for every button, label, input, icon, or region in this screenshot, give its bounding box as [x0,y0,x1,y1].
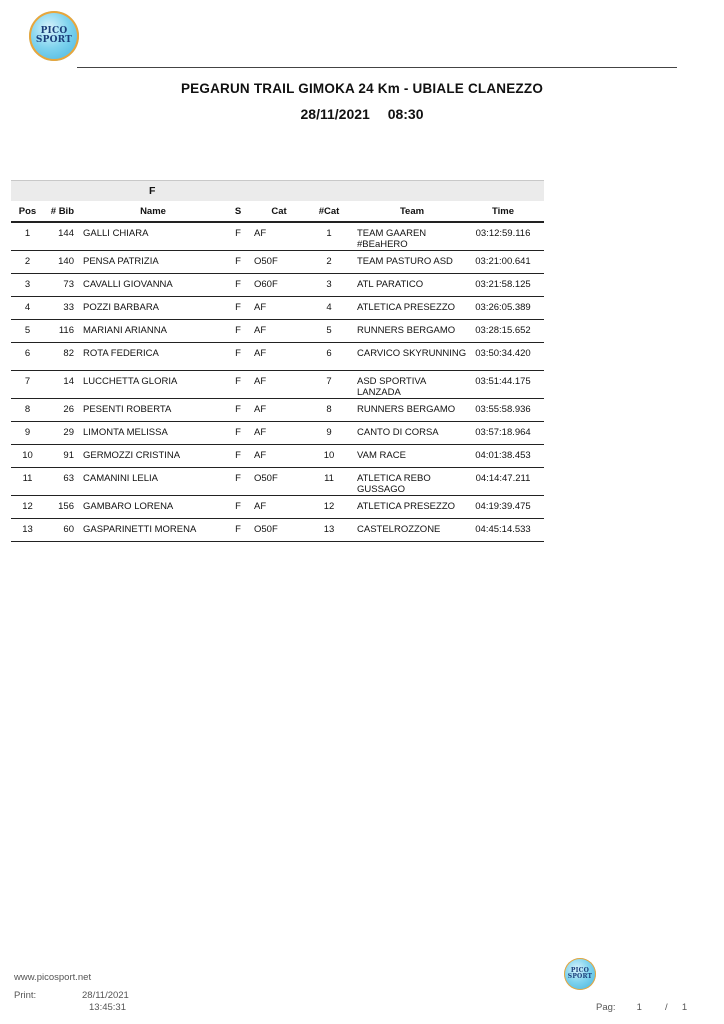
row-cat: AF [254,302,267,313]
logo-small-line-2: SPORT [567,973,593,980]
row-name: PENSA PATRIZIA [83,256,159,267]
logo-small-line-1: PICO [570,967,590,974]
row-bib: 26 [63,404,74,415]
row-time: 03:55:58.936 [475,404,531,415]
row-sex: F [235,228,241,239]
row-name: GALLI CHIARA [83,228,149,239]
row-name: MARIANI ARIANNA [83,325,167,336]
table-row [11,251,544,274]
row-pos: 13 [22,524,33,535]
row-name: ROTA FEDERICA [83,348,159,359]
row-sex: F [235,325,241,336]
page-title: PEGARUN TRAIL GIMOKA 24 Km - UBIALE CLANEZZO [180,81,544,96]
row-pos: 6 [24,348,31,359]
row-catpos: 1 [326,228,332,239]
row-catpos: 10 [323,450,335,461]
row-pos: 11 [22,473,33,484]
group-row [11,180,544,201]
row-pos: 4 [24,302,31,313]
print-label: Print: [14,990,37,1001]
row-team: TEAM PASTURO ASD [357,256,453,267]
row-time: 03:50:34.420 [475,348,531,359]
table-row [11,371,544,399]
row-sex: F [235,302,241,313]
row-cat: AF [254,501,267,512]
row-team: CARVICO SKYRUNNING [357,348,467,359]
row-name: GERMOZZI CRISTINA [83,450,181,461]
row-name: GASPARINETTI MORENA [83,524,197,535]
row-bib: 156 [58,501,74,512]
row-bib: 82 [63,348,74,359]
table-row [11,320,544,343]
table-row [11,399,544,422]
row-cat: AF [254,348,267,359]
picosport-logo [29,11,79,61]
row-cat: O50F [254,473,278,484]
row-team: ATLETICA REBO GUSSAGO [357,473,431,495]
logo-text [36,27,72,45]
group-label: F [149,185,156,197]
row-name: CAVALLI GIOVANNA [83,279,173,290]
logo-small-text [568,968,592,980]
row-time: 04:45:14.533 [475,524,531,535]
row-cat: AF [254,376,267,387]
row-team: RUNNERS BERGAMO [357,325,456,336]
row-pos: 3 [24,279,31,290]
col-team-header: Team [399,206,425,217]
row-time: 03:51:44.175 [475,376,531,387]
row-name: LIMONTA MELISSA [83,427,168,438]
row-sex: F [235,450,241,461]
race-time: 08:30 [387,106,424,122]
row-time: 03:28:15.652 [475,325,531,336]
row-catpos: 8 [326,404,332,415]
row-catpos: 12 [323,501,335,512]
row-time: 04:01:38.453 [475,450,531,461]
row-cat: AF [254,325,267,336]
row-team: ATL PARATICO [357,279,424,290]
row-sex: F [235,279,241,290]
col-sex-header: S [234,206,242,217]
row-name: PESENTI ROBERTA [83,404,172,415]
row-catpos: 13 [323,524,335,535]
row-cat: AF [254,427,267,438]
row-time: 04:19:39.475 [475,501,531,512]
row-time: 03:21:00.641 [475,256,531,267]
col-bib-header: # Bib [50,206,74,217]
row-sex: F [235,501,241,512]
row-cat: O50F [254,256,278,267]
row-pos: 7 [24,376,31,387]
table-row [11,223,544,251]
table-row [11,519,544,542]
table-row [11,496,544,519]
race-date: 28/11/2021 [300,106,370,122]
table-row [11,297,544,320]
row-team: ASD SPORTIVA LANZADA [357,376,426,398]
row-bib: 140 [58,256,74,267]
row-pos: 1 [24,228,31,239]
row-bib: 91 [63,450,74,461]
row-name: GAMBARO LORENA [83,501,174,512]
row-time: 03:57:18.964 [475,427,531,438]
row-sex: F [235,256,241,267]
row-sex: F [235,473,241,484]
header-divider [77,67,677,68]
row-bib: 60 [63,524,74,535]
results-table [11,180,544,542]
col-cat-header: Cat [271,206,287,217]
page-indicator [596,1002,687,1013]
row-catpos: 2 [326,256,332,267]
col-catpos-header: #Cat [318,206,340,217]
row-pos: 12 [22,501,33,512]
row-catpos: 9 [326,427,332,438]
row-catpos: 6 [326,348,332,359]
row-bib: 33 [63,302,74,313]
row-catpos: 5 [326,325,332,336]
row-pos: 9 [24,427,31,438]
row-bib: 73 [63,279,74,290]
row-catpos: 3 [326,279,332,290]
row-time: 03:26:05.389 [475,302,531,313]
row-team: VAM RACE [357,450,406,461]
row-pos: 10 [22,450,33,461]
row-name: LUCCHETTA GLORIA [83,376,178,387]
table-row [11,343,544,371]
table-row [11,445,544,468]
picosport-logo-small [564,958,596,990]
row-team: TEAM GAAREN #BEaHERO [357,228,427,250]
footer-url: www.picosport.net [14,972,92,983]
row-sex: F [235,348,241,359]
table-row [11,422,544,445]
row-cat: AF [254,450,267,461]
print-time: 13:45:31 [89,1002,126,1013]
table-row [11,274,544,297]
page-separator: / [664,1002,668,1013]
row-bib: 63 [63,473,74,484]
page-current: 1 [636,1002,642,1013]
row-name: POZZI BARBARA [83,302,160,313]
row-cat: AF [254,404,267,415]
row-bib: 116 [58,325,74,336]
row-sex: F [235,427,241,438]
row-team: CANTO DI CORSA [357,427,439,438]
row-time: 04:14:47.211 [475,473,531,484]
row-pos: 5 [24,325,31,336]
row-catpos: 7 [326,376,332,387]
row-team: ATLETICA PRESEZZO [357,501,456,512]
row-bib: 29 [63,427,74,438]
page-label: Pag: [596,1002,616,1013]
table-header [11,201,544,223]
row-pos: 2 [24,256,31,267]
table-row [11,468,544,496]
col-time-header: Time [491,206,514,217]
row-cat: O60F [254,279,278,290]
row-sex: F [235,376,241,387]
row-name: CAMANINI LELIA [83,473,158,484]
row-team: ATLETICA PRESEZZO [357,302,456,313]
row-bib: 14 [63,376,74,387]
col-pos-header: Pos [18,206,37,217]
col-name-header: Name [140,206,166,217]
row-sex: F [235,404,241,415]
row-catpos: 4 [326,302,332,313]
race-datetime [0,106,724,122]
row-sex: F [235,524,241,535]
logo-line-1: PICO [40,26,68,36]
page-total: 1 [681,1002,688,1013]
row-catpos: 11 [324,473,334,484]
print-date: 28/11/2021 [82,990,129,1001]
row-bib: 144 [58,228,74,239]
row-pos: 8 [24,404,31,415]
row-cat: O50F [254,524,278,535]
row-time: 03:21:58.125 [475,279,531,290]
row-cat: AF [254,228,267,239]
table-body [11,223,544,542]
row-team: RUNNERS BERGAMO [357,404,456,415]
row-team: CASTELROZZONE [357,524,441,535]
row-time: 03:12:59.116 [475,228,531,239]
logo-line-2: SPORT [35,35,73,45]
